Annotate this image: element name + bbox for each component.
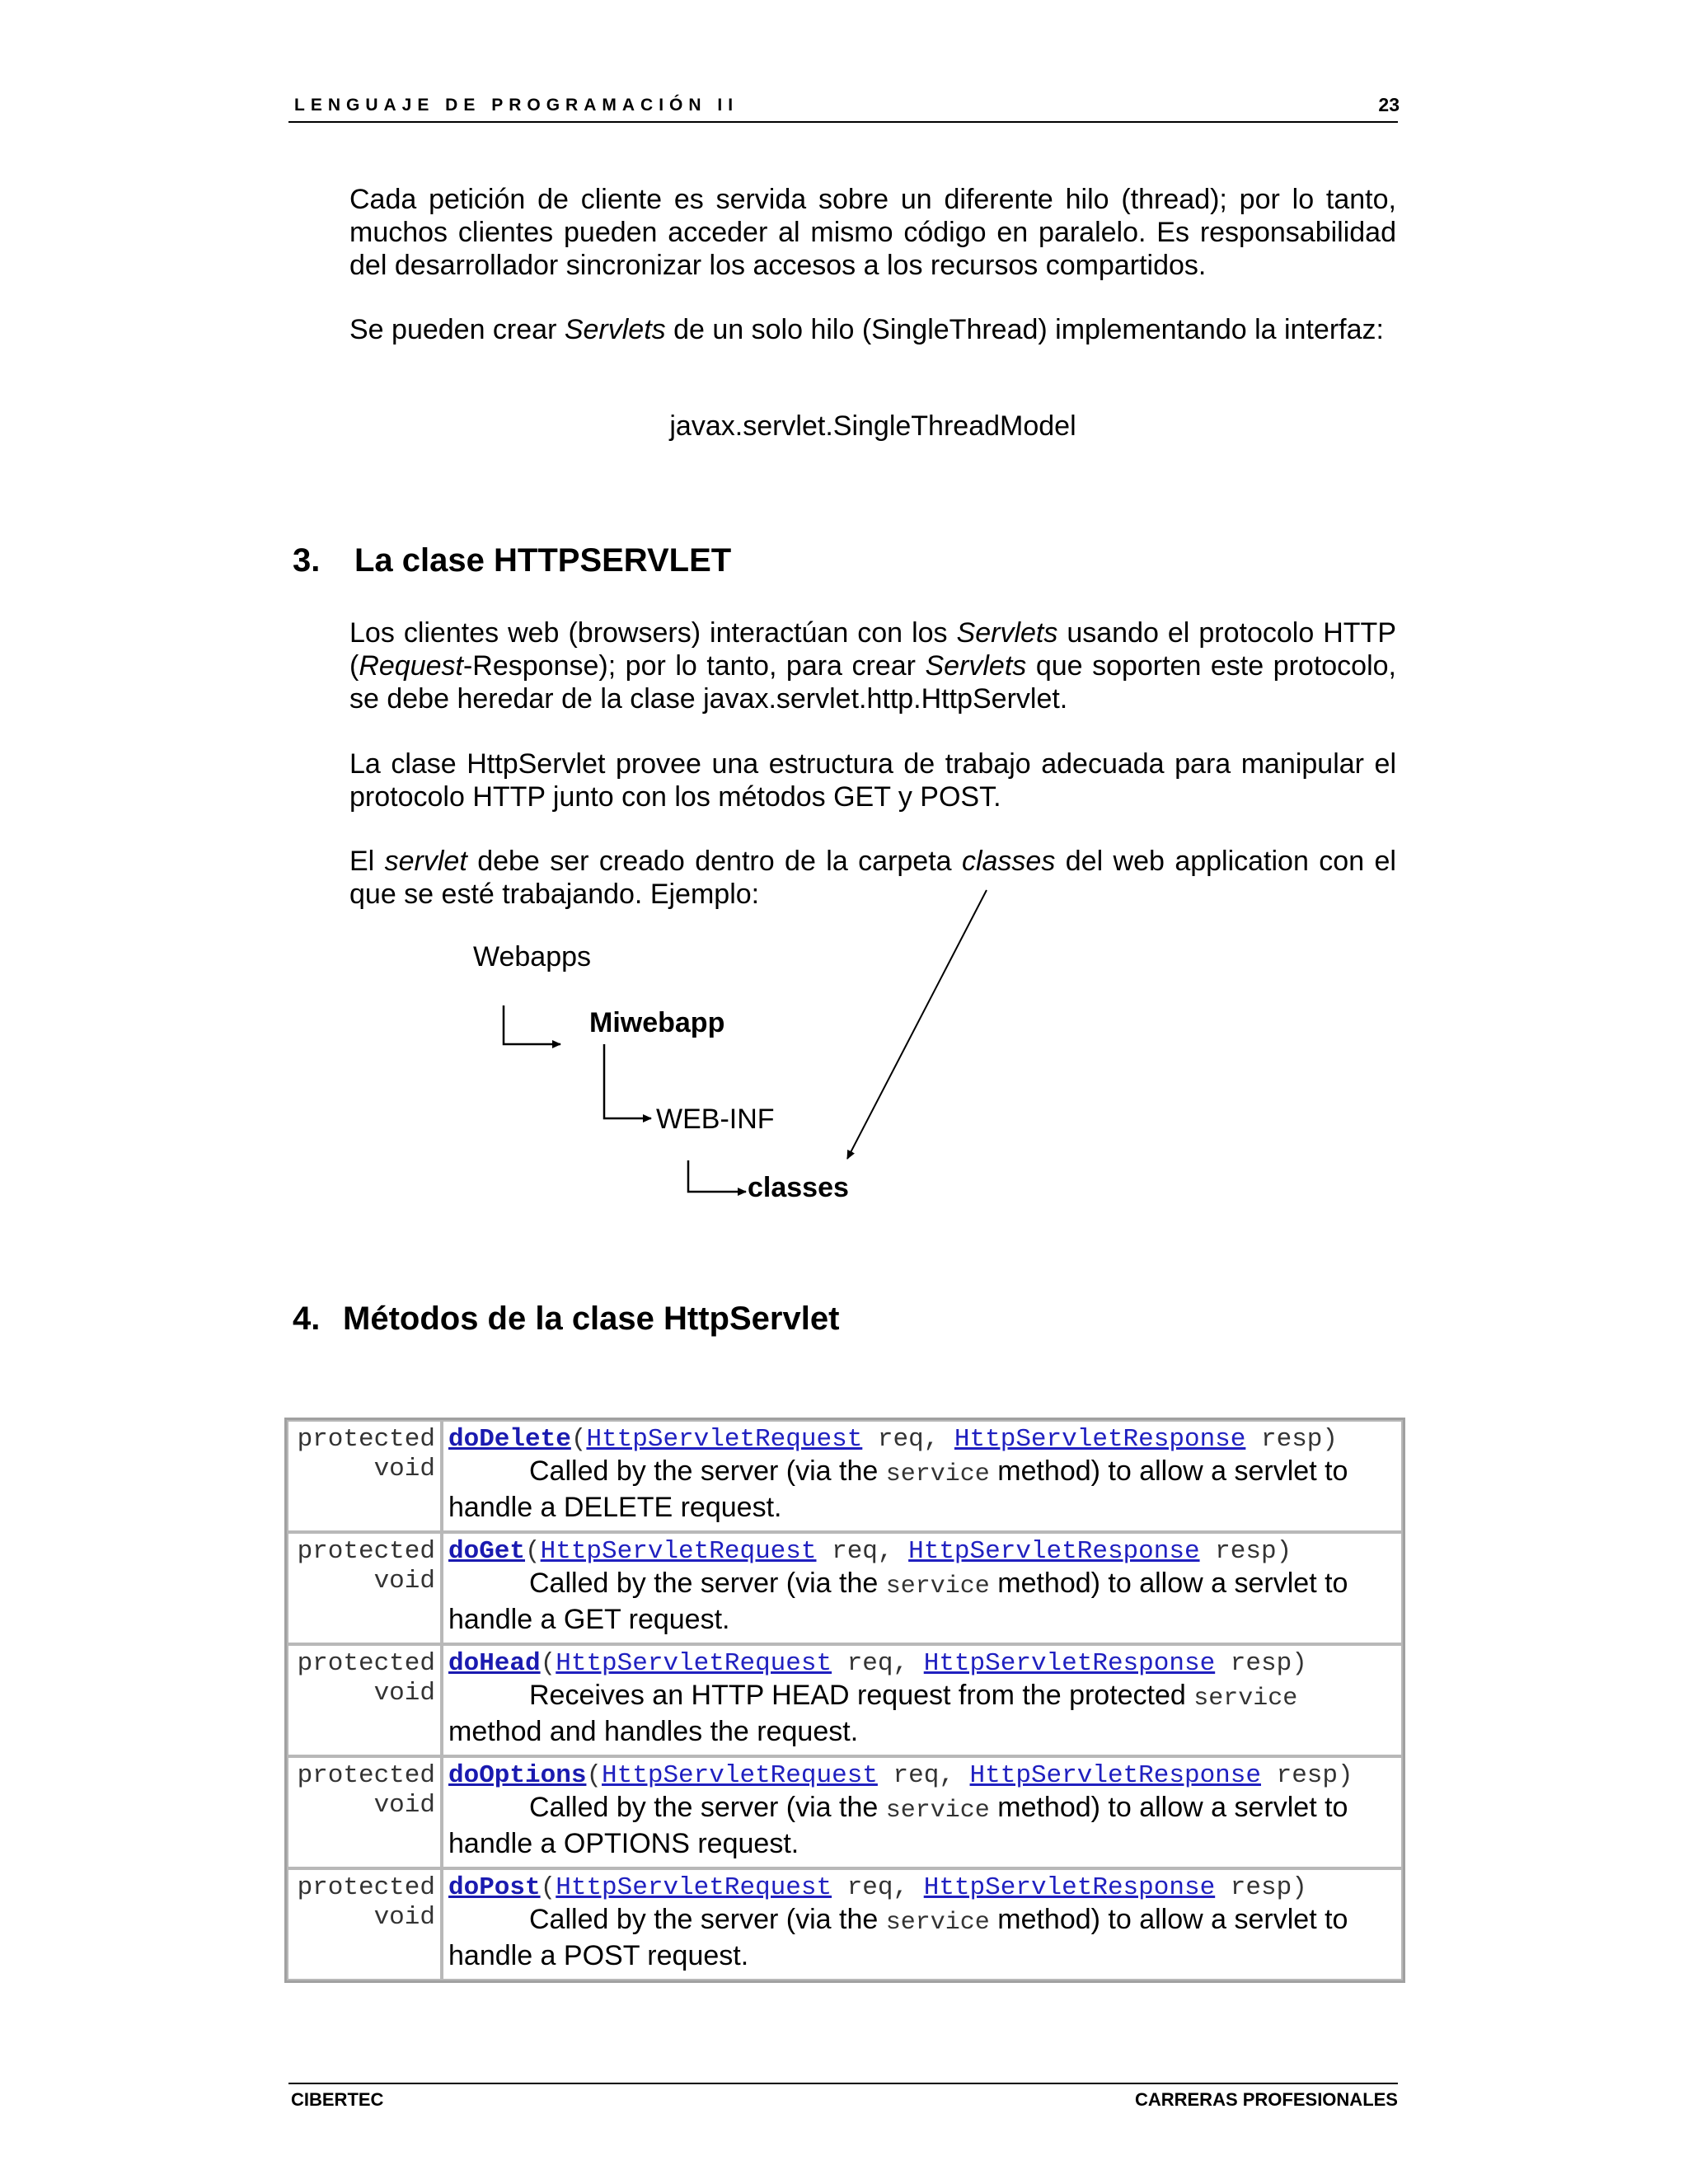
param-type-link-response[interactable]: HttpServletResponse: [908, 1537, 1200, 1566]
param-type-link-response[interactable]: HttpServletResponse: [923, 1873, 1216, 1902]
section-3-heading: 3. La clase HTTPSERVLET: [293, 542, 732, 579]
section-4-heading: 4. Métodos de la clase HttpServlet: [293, 1301, 840, 1337]
method-modifier: protected void: [287, 1868, 442, 1980]
method-description: Called by the server (via the service method) to allow a servlet to handle a OPTIONS request.: [448, 1792, 1348, 1859]
method-description-cell: [442, 1644, 1403, 1756]
method-name-link[interactable]: doPost: [448, 1873, 541, 1902]
method-description-cell: [442, 1868, 1403, 1980]
param-type-link-request[interactable]: HttpServletRequest: [586, 1425, 863, 1454]
folder-miwebapp: Miwebapp: [589, 1007, 725, 1038]
method-signature: doDelete(HttpServletRequest req, HttpServletResponse resp): [448, 1425, 1339, 1454]
running-header-title: LENGUAJE DE PROGRAMACIÓN II: [294, 96, 739, 115]
param-type-link-request[interactable]: HttpServletRequest: [556, 1649, 832, 1678]
method-modifier: protected void: [287, 1756, 442, 1868]
method-description-cell: [442, 1756, 1403, 1868]
param-type-link-response[interactable]: HttpServletResponse: [969, 1761, 1261, 1790]
method-row-doHead: [287, 1644, 1403, 1756]
param-type-link-response[interactable]: HttpServletResponse: [954, 1425, 1246, 1454]
method-name-link[interactable]: doDelete: [448, 1425, 571, 1454]
section-3-paragraph-1: Los clientes web (browsers) interactúan con los Servlets usando el protocolo HTTP (Request-Response); por lo tanto, para crear Servlets que soporten este protocolo, se debe heredar de la clase javax.servlet.http.HttpServlet.: [349, 617, 1396, 715]
method-description-cell: [442, 1532, 1403, 1644]
intro-paragraph-2: Se pueden crear Servlets de un solo hilo (SingleThread) implementando la interfaz:: [349, 314, 1384, 345]
method-row-doGet: [287, 1532, 1403, 1644]
folder-classes: classes: [748, 1172, 849, 1203]
param-type-link-request[interactable]: HttpServletRequest: [602, 1761, 878, 1790]
param-type-link-response[interactable]: HttpServletResponse: [923, 1649, 1216, 1678]
method-name-link[interactable]: doHead: [448, 1649, 541, 1678]
folder-webapps: Webapps: [473, 941, 592, 972]
param-type-link-request[interactable]: HttpServletRequest: [540, 1537, 817, 1566]
method-row-doDelete: [287, 1420, 1403, 1532]
method-description: Called by the server (via the service method) to allow a servlet to handle a POST request.: [448, 1904, 1348, 1971]
method-row-doOptions: [287, 1756, 1403, 1868]
method-signature: doPost(HttpServletRequest req, HttpServletResponse resp): [448, 1873, 1307, 1902]
footer-rule: [288, 2083, 1398, 2084]
method-signature: doGet(HttpServletRequest req, HttpServletResponse resp): [448, 1537, 1292, 1566]
method-description-cell: [442, 1420, 1403, 1532]
page-number: 23: [1378, 94, 1400, 115]
method-description: Called by the server (via the service method) to allow a servlet to handle a GET request.: [448, 1568, 1348, 1635]
method-modifier: protected void: [287, 1420, 442, 1532]
method-row-doPost: [287, 1868, 1403, 1980]
method-name-link[interactable]: doOptions: [448, 1761, 587, 1790]
footer-right: CARRERAS PROFESIONALES: [1134, 2089, 1398, 2110]
section-3-paragraph-3: El servlet debe ser creado dentro de la carpeta classes del web application con el que se esté trabajando. Ejemplo:: [349, 846, 1396, 910]
intro-paragraph-1: Cada petición de cliente es servida sobre un diferente hilo (thread); por lo tanto, muchos clientes pueden acceder al mismo código en paralelo. Es responsabilidad del desarrollador sincronizar los accesos a los recursos compartidos.: [349, 184, 1396, 281]
method-name-link[interactable]: doGet: [448, 1537, 526, 1566]
method-description: Called by the server (via the service method) to allow a servlet to handle a DELETE request.: [448, 1455, 1348, 1523]
methods-table: [284, 1418, 1405, 1983]
method-description: Receives an HTTP HEAD request from the protected service method and handles the request.: [448, 1680, 1298, 1747]
folder-web-inf: WEB-INF: [656, 1104, 775, 1135]
method-signature: doOptions(HttpServletRequest req, HttpServletResponse resp): [448, 1761, 1353, 1790]
param-type-link-request[interactable]: HttpServletRequest: [556, 1873, 832, 1902]
method-modifier: protected void: [287, 1532, 442, 1644]
method-modifier: protected void: [287, 1644, 442, 1756]
method-signature: doHead(HttpServletRequest req, HttpServletResponse resp): [448, 1649, 1307, 1678]
interface-name: javax.servlet.SingleThreadModel: [669, 410, 1076, 442]
section-3-paragraph-2: La clase HttpServlet provee una estructura de trabajo adecuada para manipular el protocolo HTTP junto con los métodos GET y POST.: [349, 748, 1396, 813]
footer-left: CIBERTEC: [291, 2089, 384, 2110]
